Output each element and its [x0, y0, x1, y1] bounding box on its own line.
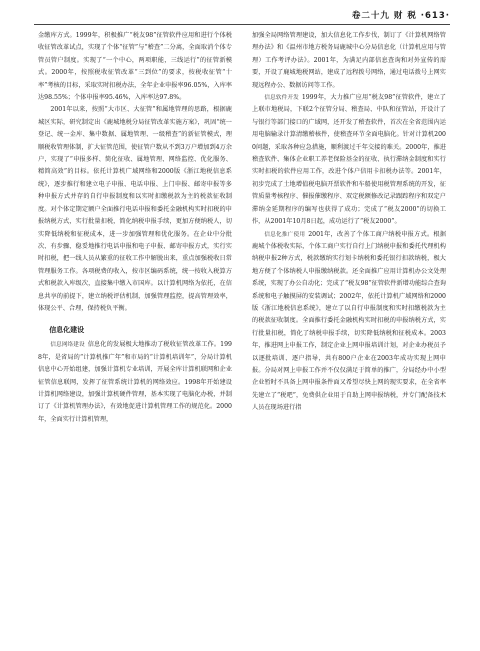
- left-paragraph-2: 2001年以来，按照“大市区、大征管”和属地管理的思路，根据鹿城区实际，研究制定出《鹿城地税分局征管改革实施方案》，巩固“统一登记、统一金库、集中数据、属地管理、一级稽查”的新征管模式，理顺税收管理体制，扩大征管范围，使征管户数从不到3万户增加到4万余户，实现了“申报多样、简化征收、属地管理、网络监控、优化服务、精简高效”的目标。依托计算机广域网络和2000版《浙江地税信息系统》，逐步推行和建立电子申报、电话申报、上门申报、邮寄申报等多种申报方式并存的自行申报制度和以实时扣缴税款为主的税款征收制度。对个体定期定额户全面推行电话申报和委托金融机构实时扣税的申报纳税方式，实行批量扣税，简化纳税申报手续，更加方便纳税人，切实降低纳税和征税成本，进一步加强管理和优化服务。在企业中分批次、有步骤、稳妥地推行电话申报和电子申报、邮寄申报方式，实行实时扣税，把一线人员从繁重的征收工作中解脱出来，重点加强税收日常管理服务工作。各项税费的收入，按市区编码系统，统一按收入税算方式和税款入库级次，直接集中缴入市国库。以计算机网络为依托，在信息共享的前提下，建立纳税评估机制，加强管理监控，提高管理效率，体现公平、合理，保持税负平衡。: [38, 106, 232, 312]
- lead-network-construction: 信息网络建设: [50, 342, 85, 349]
- header-divider: [34, 24, 450, 25]
- lead-promotion-usage: 信息化推广使用: [264, 231, 306, 238]
- right-paragraph-2: [252, 92, 446, 228]
- left-paragraph-3: [38, 339, 232, 426]
- left-paragraph-3-text: 信息化的发展极大地推动了税收征管改革工作。1998年，是省局的“计算机推广年”和市局的“计算机培训年”，分局计算机信息中心开始组建，加强计算机专业培训，开展全库计算机联网和企业征管信息联网，发挥了征管系统计算机的网络效应。1998年开始建设计算机网络建设，加强计算机硬件管理，基本实现了电脑化办税，并制订了《计算机管理办法》，有效地促进计算机管理工作的规范化。2000年，全面实行计算机管理，: [38, 341, 232, 423]
- left-column: [38, 30, 232, 426]
- right-paragraph-3: [252, 229, 446, 415]
- lead-software-development: 信息软件开发: [264, 95, 299, 102]
- right-paragraph-2-text: 1999年，大力推广应用“税友98”征管软件，建立了上联市地税局，下联2个征管分局、稽查局、中队和征管站，开设计了与银行等部门接口的广域网，还开发了稽查软件，首次在全省范围内运用电脑输录计算清缴稽核件，使稽查环节全面电脑化。针对计算机2000问题，采取各种应急措施，顺利渡过千年交接的难关。2000年，推进稽查软件、集体企业职工养老保险基金的征收、执行滞纳金制度和实行实时扣税的软件应用工作，改进个体户信用卡扣税办法等。2001年，初步完成了土地增值税电脑开票软件和车船使用税管理系统的开发，征管质量考核程序、催报催缴程序、双定税额修改记录跟踪程序和双定户滞纳金延期程序的编写也获得了成功；完成了“税友2000”的切换工作，从2001年10月8日起，成功运行了“税友2000”。: [252, 94, 446, 226]
- right-paragraph-3-text: 2001年，改善了个体工商户纳税申报方式。根据鹿城个体税收实际，个体工商户实行自行上门纳税申报和委托代理机构纳税申报2种方式，税款缴纳实行划卡纳税和委托银行扣款纳税，极大地方便了个体纳税人申报缴纳税款。还全面推广应用计算机办公文处理系统，实现了办公自动化；完成了“税友98”征管软件新增功能综合查询系统和电子触摸屏的安装调试；2002年，依托计算机广域网络和2000版《浙江地税信息系统》，建立了以自行申报制度和实时扣缴税款为主的税款征收制度。全面推行委托金融机构实时扣税的申报纳税方式，实行批量扣税，简化了纳税申报手续，切实降低纳税和征税成本。2003年，推进网上申报工作，制定企业上网申报培训计划，对企业办税员予以逐批培训、逐户指导，共有800户企业在2003年成功实现上网申报。分局对网上申报工作并不仅仅满足于简单的推广，分局经办中小型企业暂时不具备上网申报条件面又希望尽快上网的现实要求，在全省率先建立了“税吧”，免费供企业用于自助上网申报纳税，并专门配备技术人员在现场进行指: [252, 230, 446, 412]
- section-heading-informatization: 信息化建设: [49, 326, 85, 335]
- right-column: [252, 30, 446, 415]
- right-paragraph-1: 加强全局网络管理建设，加大信息化工作步伐，制订了《计算机网络管理办法》和《温州市地方税务局鹿城中心分局信息化（计算机应用与管理）工作考评办法》。2001年，为满足内部信息查询和对外宣传的需要，开设了鹿城地税网站，建成了远程拨号网络，通过电话拨号上网实现远程办公、数据访问等工作。: [252, 32, 446, 89]
- running-header: 卷二十九 财 税 ·613·: [351, 11, 450, 21]
- left-paragraph-1: 金缴库方式。1999年，积极推广“税友98”征管软件应用和进行个体税收征管改革试点，实现了个体“征管”与“稽查”二分离，全面取消个体专管员管户制度。实现了“一个中心，两项职能，三线运行”的征管新模式。2000年，按照税收征管改革“三到位”的要求，按税收征管“十率”考核的目标，采取实时扣税办法，全年企业申报率96.05%，入库率达98.55%；个体申报率95.46%，入库率达97.8%。: [38, 32, 232, 102]
